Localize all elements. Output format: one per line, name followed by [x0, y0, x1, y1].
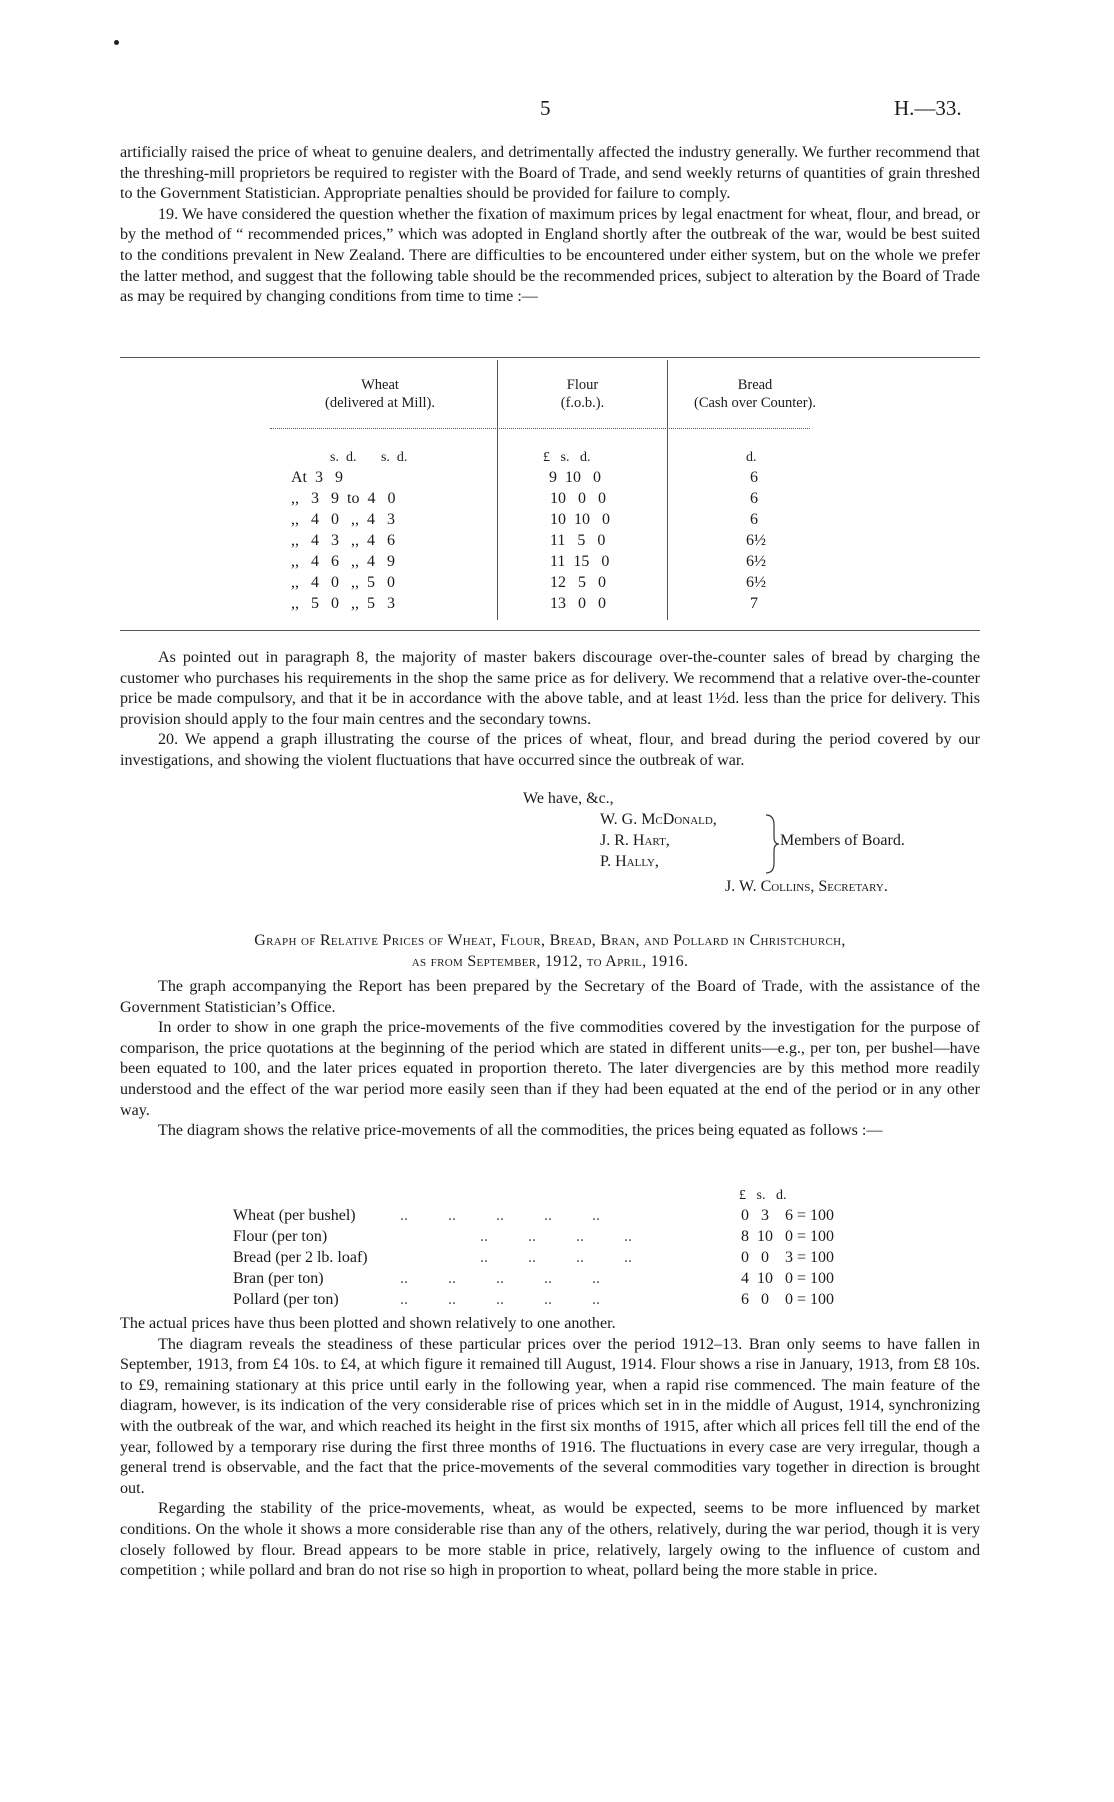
table-header-flour: Flour (f.o.b.). — [560, 377, 605, 411]
row-wheat: ,, 3 9 to 4 0 — [291, 490, 396, 507]
table-column-divider-1 — [497, 360, 498, 620]
margin-dot — [114, 40, 119, 45]
equation-value: 0 3 6 = 100 — [741, 1207, 835, 1224]
units-bread: d. — [746, 450, 757, 465]
units-wheat: s. d. s. d. — [330, 450, 408, 465]
paragraph-graph-6: Regarding the stability of the price-movements, wheat, as would be expected, seems to be more influenced by market conditions. On the whole it shows a more considerable rise than any of the others, relatively, during the war period, though it is very closely followed by flour. Bread appears to be more stable in price, relatively, largely owing to the influence of custom and competition ; while pollard and bran do not rise so high in proportion to wheat, pollard being the more stable in price. — [120, 1500, 980, 1580]
table-column-divider-2 — [667, 360, 668, 620]
equation-item: Bran (per ton) — [233, 1270, 324, 1287]
paragraph-graph-2: In order to show in one graph the price-movements of the five commodities covered by the investigation for the purpose of comparison, the price quotations at the beginning of the period which are stated in different units—e.g., per ton, per bushel—have been equated to 100, and the later prices equated in proportion thereto. The later divergencies are by this method more readily understood and the effect of the war period more easily seen than if they had been equated at the end of the period or in any other way. — [120, 1019, 980, 1119]
paragraph-graph-3: The diagram shows the relative price-movements of all the commodities, the prices being equated as follows :— — [158, 1122, 883, 1140]
section-title-line-2: as from September, 1912, to April, 1916. — [411, 953, 689, 970]
leader-dots: .. .. .. .. .. — [400, 1291, 600, 1308]
row-wheat: ,, 4 0 ,, 4 3 — [291, 511, 395, 528]
row-flour: 11 15 0 — [550, 553, 610, 570]
equation-value: 6 0 0 = 100 — [741, 1291, 835, 1308]
row-wheat: ,, 5 0 ,, 5 3 — [291, 595, 395, 612]
page-number: 5 — [540, 96, 551, 120]
equation-item: Bread (per 2 lb. loaf) — [233, 1249, 368, 1266]
equation-item: Flour (per ton) — [233, 1228, 328, 1245]
row-bread: 6½ — [746, 553, 766, 570]
leader-dots: .. .. .. .. — [480, 1249, 632, 1266]
secretary-signature: J. W. Collins, Secretary. — [725, 878, 888, 895]
section-title-line-1: Graph of Relative Prices of Wheat, Flour, Bread, Bran, and Pollard in Christchurch, — [254, 932, 846, 949]
members-label: Members of Board. — [780, 832, 905, 849]
paragraph-19: 19. We have considered the question whether the fixation of maximum prices by legal enactment for wheat, flour, and bread, or by the method of “ recommended prices,” which was adopted in England shortly after the outbreak of the war, would be best suited to the conditions prevalent in New Zealand. There are difficulties to be encountered under either system, but on the whole we prefer the latter method, and suggest that the following table should be the recommended prices, subject to alteration by the Board of Trade as may be required by changing conditions from time to time :— — [120, 205, 980, 306]
row-wheat: ,, 4 3 ,, 4 6 — [291, 532, 395, 549]
row-flour: 13 0 0 — [550, 595, 606, 612]
signatory-1: W. G. McDonald, — [600, 811, 717, 828]
paragraph-graph-4: The actual prices have thus been plotted and shown relatively to one another. — [120, 1315, 616, 1332]
equation-value: 8 10 0 = 100 — [741, 1228, 835, 1245]
units-flour: £ s. d. — [543, 450, 591, 465]
leader-dots: .. .. .. .. .. — [400, 1207, 600, 1224]
leader-dots: .. .. .. .. — [480, 1228, 632, 1245]
table-top-rule — [120, 357, 980, 358]
row-flour: 10 0 0 — [550, 490, 606, 507]
row-wheat: ,, 4 6 ,, 4 9 — [291, 553, 395, 570]
row-wheat: At 3 9 — [291, 469, 343, 486]
text-block-top — [120, 143, 980, 308]
equation-item: Wheat (per bushel) — [233, 1207, 356, 1224]
table-header-bread: Bread (Cash over Counter). — [693, 377, 816, 411]
table-header-rule — [270, 428, 810, 429]
text-block-graph — [120, 977, 980, 1142]
paragraph-20: 20. We append a graph illustrating the course of the prices of wheat, flour, and bread during the period covered by our investigations, and showing the violent fluctuations that have occurred since the outbreak of war. — [120, 731, 980, 769]
paragraph-graph-1: The graph accompanying the Report has been prepared by the Secretary of the Board of Trade, with the assistance of the Government Statistician’s Office. — [120, 978, 980, 1016]
row-bread: 7 — [750, 595, 758, 612]
text-block-bottom — [120, 1314, 980, 1582]
table-bottom-rule — [120, 630, 980, 631]
paragraph-after-table: As pointed out in paragraph 8, the majority of master bakers discourage over-the-counter sales of bread by charging the customer who purchases his requirements in the shop the same price as for delivery. We recommend that a relative over-the-counter price be made compulsory, and that it be in accordance with the above table, and at least 1½d. less than the price for delivery. This provision should apply to the four main centres and the secondary towns. — [120, 649, 980, 728]
row-wheat: ,, 4 0 ,, 5 0 — [291, 574, 395, 591]
equation-units: £ s. d. — [739, 1188, 787, 1203]
row-flour: 12 5 0 — [550, 574, 606, 591]
signatory-2: J. R. Hart, — [600, 832, 670, 849]
equation-item: Pollard (per ton) — [233, 1291, 339, 1308]
row-bread: 6½ — [746, 574, 766, 591]
equation-value: 4 10 0 = 100 — [741, 1270, 835, 1287]
table-header-wheat: Wheat (delivered at Mill). — [325, 377, 435, 411]
row-bread: 6 — [750, 469, 758, 486]
row-bread: 6 — [750, 511, 758, 528]
row-bread: 6 — [750, 490, 758, 507]
signatory-3: P. Hally, — [600, 853, 659, 870]
document-reference: H.—33. — [894, 96, 962, 120]
signatory-brace — [764, 813, 780, 875]
leader-dots: .. .. .. .. .. — [400, 1270, 600, 1287]
equation-value: 0 0 3 = 100 — [741, 1249, 835, 1266]
row-flour: 10 10 0 — [550, 511, 610, 528]
row-flour: 11 5 0 — [550, 532, 606, 549]
row-bread: 6½ — [746, 532, 766, 549]
row-flour: 9 10 0 — [541, 469, 601, 486]
text-block-middle — [120, 648, 980, 772]
paragraph-continuation: artificially raised the price of wheat to genuine dealers, and detrimentally affected the industry generally. We further recommend that the threshing-mill proprietors be required to register with the Board of Trade, and send weekly returns of quantities of grain threshed to the Government Statistician. Appropriate penalties should be provided for failure to comply. — [120, 144, 980, 203]
closing-phrase: We have, &c., — [523, 790, 614, 807]
paragraph-graph-5: The diagram reveals the steadiness of these particular prices over the period 1912–13. Bran only seems to have fallen in September, 1913, from £4 10s. to £4, at which figure it remained till August, 1914. Flour shows a rise in January, 1913, from £8 10s. to £9, remaining stationary at this price until early in the following year, when a rapid rise commenced. The main feature of the diagram, however, is its indication of the very considerable rise of prices which set in in the middle of August, 1914, synchronizing with the outbreak of the war, and which reached its height in the first six months of 1915, after which all prices fell till the end of the year, followed by a temporary rise during the first three months of 1916. The fluctuations in every case are very irregular, though a general trend is observable, and the fact that the price-movements of the several commodities vary together in direction is brought out. — [120, 1335, 980, 1497]
